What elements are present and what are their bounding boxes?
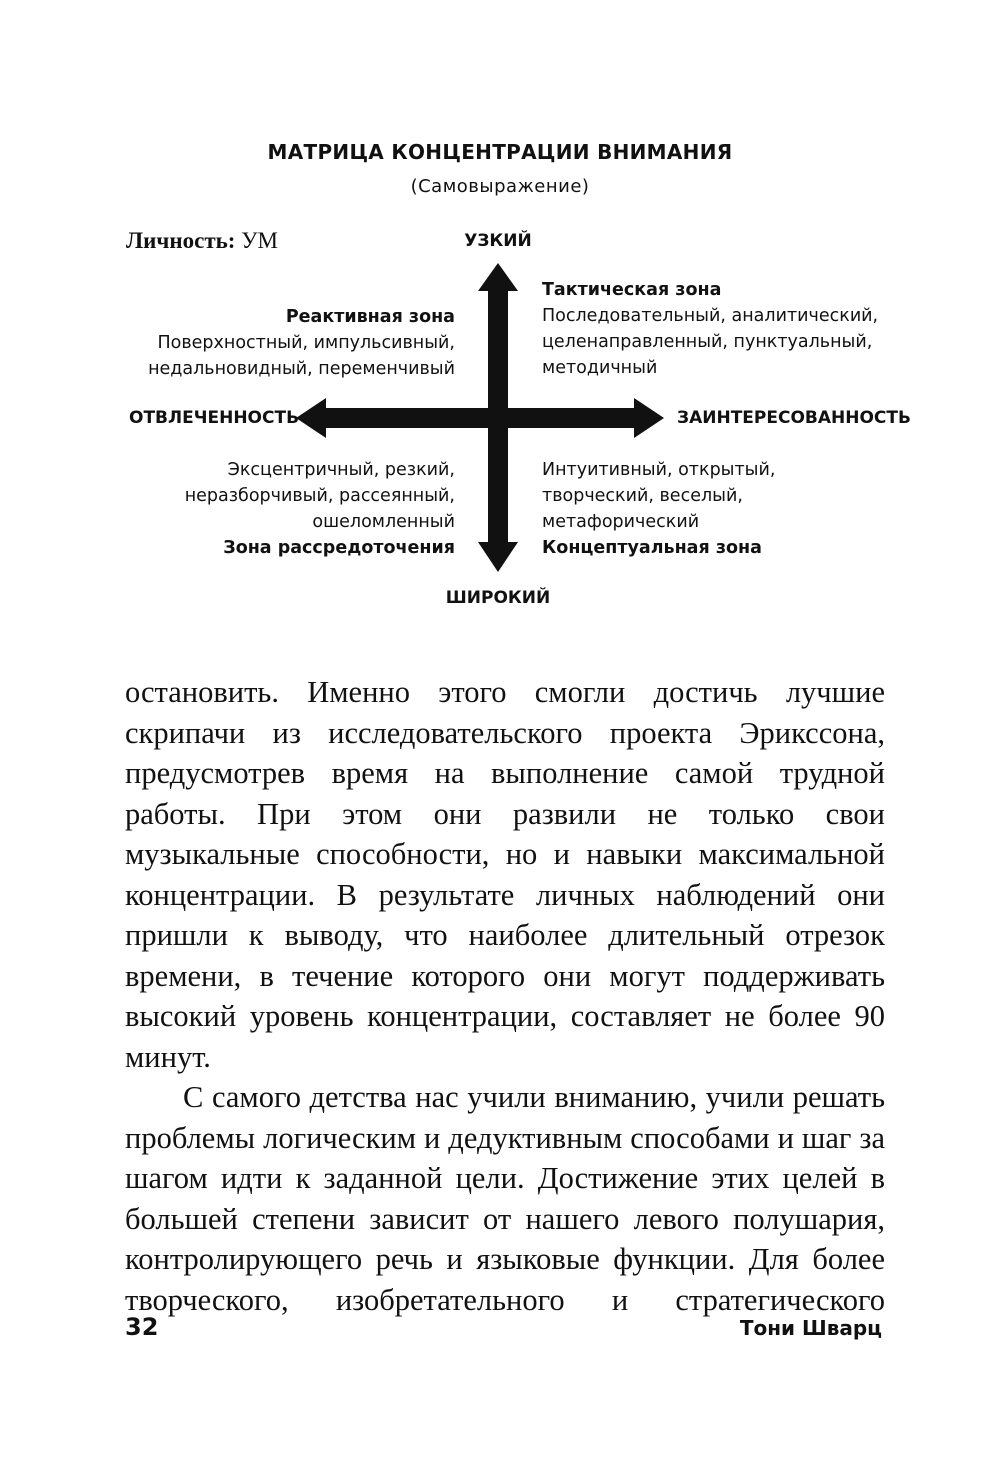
axis-right-label: ЗАИНТЕРЕСОВАННОСТЬ <box>677 408 911 428</box>
personality-value: УМ <box>241 228 278 253</box>
arrow-right-head <box>634 398 664 438</box>
zone-conceptual-line: творческий, веселый, <box>542 486 743 506</box>
zone-scattered-line: неразборчивый, рассеянный, <box>184 486 455 506</box>
zone-scattered <box>185 457 455 561</box>
figure-title: МАТРИЦА КОНЦЕНТРАЦИИ ВНИМАНИЯ <box>267 140 733 164</box>
zone-conceptual-line: метафорический <box>542 512 700 532</box>
paragraph: С самого детства нас учили вниманию, учили решать проблемы логическим и дедуктивным способами и шаг за шагом идти к заданной цели. Достижение этих целей в большей степени зависит от нашего левого полушария, контролирующего речь и языковые функции. Для более творческого, изобретательного и стратегического <box>125 1080 885 1317</box>
zone-tactical <box>542 277 878 381</box>
axis-top-label: УЗКИЙ <box>464 231 532 251</box>
zone-tactical-title: Тактическая зона <box>542 280 722 300</box>
zone-reactive <box>148 304 455 382</box>
zone-reactive-line: Поверхностный, импульсивный, <box>157 333 455 353</box>
zone-conceptual <box>542 457 775 561</box>
zone-scattered-line: ошеломленный <box>312 512 455 532</box>
zone-scattered-title: Зона рассредоточения <box>223 538 455 558</box>
axis-left-label: ОТВЛЕЧЕННОСТЬ <box>129 408 300 428</box>
page-number: 32 <box>125 1313 159 1341</box>
zone-tactical-line: методичный <box>542 358 658 378</box>
zone-reactive-title: Реактивная зона <box>285 307 455 327</box>
arrow-left-head <box>296 398 326 438</box>
paragraph: остановить. Именно этого смогли достичь лучшие скрипачи из исследовательского проекта Эрикссона, предусмотрев время на выполнение самой трудной работы. При этом они развили не только свои музыкальные способности, но и навыки максимальной концентрации. В результате личных наблюдений они пришли к выводу, что наиболее длительный отрезок времени, в течение которого они могут поддерживать высокий уровень концентрации, составляет не более 90 минут. <box>125 675 885 1074</box>
zone-tactical-line: Последовательный, аналитический, <box>542 306 879 326</box>
horizontal-axis-bar <box>322 408 638 428</box>
zone-tactical-line: целенаправленный, пунктуальный, <box>542 332 873 352</box>
zone-reactive-line: недальновидный, переменчивый <box>148 359 455 379</box>
axis-bottom-label: ШИРОКИЙ <box>445 588 551 608</box>
figure-subtitle: (Самовыражение) <box>410 176 590 197</box>
personality-label: Личность: <box>126 228 236 253</box>
arrow-down-head <box>478 542 518 572</box>
body-text <box>125 672 885 1320</box>
zone-conceptual-title: Концептуальная зона <box>542 538 762 558</box>
zone-scattered-line: Эксцентричный, резкий, <box>227 460 455 480</box>
zone-conceptual-line: Интуитивный, открытый, <box>542 460 776 480</box>
arrow-up-head <box>478 263 518 291</box>
running-footer-author: Тони Шварц <box>739 1316 882 1340</box>
